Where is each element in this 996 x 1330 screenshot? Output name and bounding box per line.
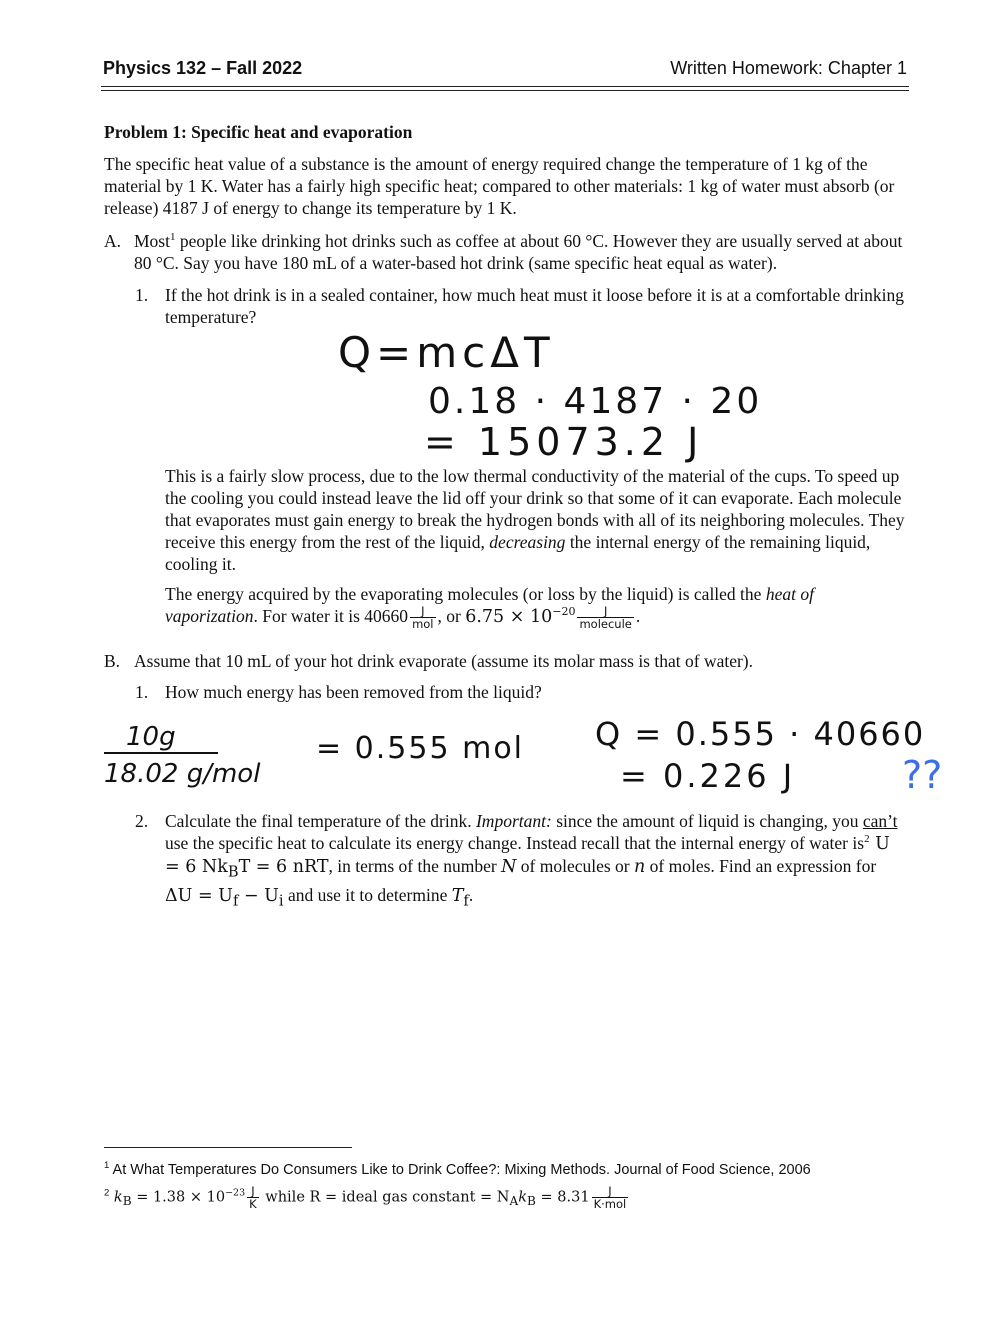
unit-j-per-molecule: $\frac{J}{\text{molecule}}$: [579, 604, 632, 632]
part-a-q1-label: 1.: [135, 285, 149, 305]
hw-molar-mass: 18.02 g/mol: [104, 759, 261, 789]
unit-j-per-k-mol: $\frac{J}{\text{K·mol}}$: [593, 1184, 627, 1211]
footnote-2: $^2$ $k_B = 1.38 \times 10^{-23}$ $\frac{J}{K}$ while R = ideal gas constant = $N_Ak_B = 8.31$ $\frac{J}{\text{K·mol}}$: [104, 1184, 627, 1211]
hw-moles: = 0.555 mol: [316, 731, 525, 766]
footnote-ref-1: 1: [169, 231, 176, 243]
course-title: Physics 132 – Fall 2022: [103, 58, 303, 78]
hw-calc: 0.18 · 4187 · 20: [428, 381, 763, 422]
hw-energy-calc: Q = 0.555 · 40660: [595, 715, 926, 753]
part-b-q2-label: 2.: [135, 811, 149, 831]
part-b-label: B.: [104, 651, 121, 671]
problem-intro: The specific heat value of a substance is the amount of energy required change the temperature of 1 kg of the material by 1 K. Water has a fairly high specific heat; compared to other materials: 1 kg of water must absorb (or release) 4187 J of energy to change its temperature by 1 K.: [104, 154, 895, 218]
hw-question-marks: ??: [902, 753, 943, 797]
unit-j-per-k: $\frac{J}{K}$: [249, 1184, 257, 1211]
part-b-q1-text: How much energy has been removed from the liquid?: [165, 682, 542, 702]
part-a-label: A.: [104, 231, 122, 251]
part-b-text: Assume that 10 mL of your hot drink evaporate (assume its molar mass is that of water).: [134, 651, 754, 671]
assignment-title: Written Homework: Chapter 1: [670, 58, 907, 78]
problem-title: Problem 1: Specific heat and evaporation: [104, 122, 413, 142]
footnote-1: $^1$ At What Temperatures Do Consumers Like to Drink Coffee?: Mixing Methods. Journal of Food Science, 2006: [104, 1160, 811, 1178]
footnote-ref-2: 2: [864, 833, 870, 845]
footnote-rule: [104, 1147, 352, 1148]
hw-formula: Q=mcΔT: [338, 328, 555, 377]
hw-energy-result: = 0.226 J: [620, 757, 796, 795]
evaporation-paragraph: This is a fairly slow process, due to the low thermal conductivity of the material of the cups. To speed up the cooling you could instead leave the lid off your drink so that some of it can evaporate. Each molecule that evaporates must gain energy to break the hydrogen bonds with all of its neighboring molecules. They receive this energy from the rest of the liquid, decreasing the internal energy of the remaining liquid, cooling it.: [165, 466, 905, 574]
part-b-q2-text: Calculate the final temperature of the drink. Important: since the amount of liquid is changing, you can’t use the specific heat to calculate its energy change. Instead recall that the internal energy of water $is^2$ U = 6 $Nk_BT = 6$ nRT, in terms of the number N of molecules or n of moles. Find an expression for $\Delta U = U_f - U_i$ and use it to determine $T_f$.: [165, 811, 898, 909]
hw-result: = 15073.2 J: [424, 420, 704, 464]
unit-j-per-mol: $\frac{J}{\text{mol}}$: [412, 604, 434, 632]
hw-mass: 10g: [126, 722, 176, 752]
part-a-q1-text: If the hot drink is in a sealed container, how much heat must it loose before it is at a comfortable drinking temperature?: [165, 285, 904, 327]
heat-of-vaporization-paragraph: The energy acquired by the evaporating molecules (or loss by the liquid) is called the heat of vaporization. For water it is 40660 $\frac{J}{\text{mol}}$ , or $6.75 \times 10^{-20}$ $\frac{J}{\text{molecule}}$ .: [165, 584, 814, 632]
part-b-q1-label: 1.: [135, 682, 149, 702]
part-a-text: Most$^1$ people like drinking hot drinks such as coffee at about 60 °C. However they are usually served at about 80 °C. Say you have 180 mL of a water-based hot drink (same specific heat equal as water).: [134, 231, 903, 273]
